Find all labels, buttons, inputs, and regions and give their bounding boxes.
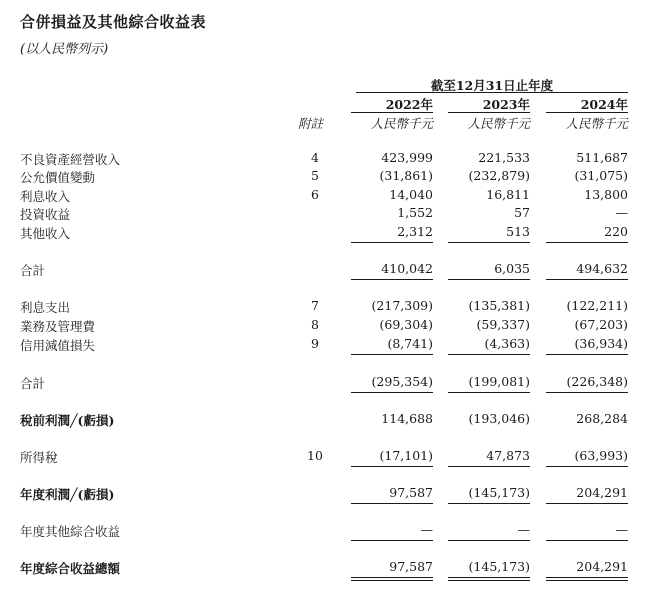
year-divider [448, 112, 530, 113]
subtotal-row [0, 374, 653, 392]
value-2023: 221,533 [478, 150, 530, 165]
row-label: 信用減值損失 [20, 338, 96, 353]
value-2023: — [517, 522, 530, 537]
value-2022: 410,042 [381, 261, 433, 276]
value-2024: 13,800 [584, 187, 628, 202]
subtotal-rule [351, 279, 433, 280]
subtotal-rule [448, 503, 530, 504]
unit-label: 人民幣千元 [565, 116, 628, 131]
profit-for-year-row [0, 485, 653, 503]
value-2023: (145,173) [468, 559, 530, 574]
value-2023: (4,363) [484, 336, 530, 351]
value-2023: (199,081) [468, 374, 530, 389]
value-2024: 204,291 [576, 559, 628, 574]
subtotal-rule [546, 466, 628, 467]
subtotal-rule [351, 466, 433, 467]
value-2024: 204,291 [576, 485, 628, 500]
value-2022: 114,688 [381, 411, 433, 426]
subtotal-rule [546, 503, 628, 504]
row-label: 公允價值變動 [20, 170, 96, 185]
double-rule-top [448, 577, 530, 578]
subtotal-rule [546, 392, 628, 393]
statement-title: 合併損益及其他綜合收益表 [20, 13, 207, 31]
value-2024: (36,934) [574, 336, 628, 351]
subtotal-rule [448, 466, 530, 467]
subtotal-rule [448, 540, 530, 541]
subtotal-rule [546, 540, 628, 541]
double-rule-bottom [448, 580, 530, 581]
row-label: 合計 [20, 263, 46, 278]
year-header-2023: 2023年 [482, 97, 530, 112]
table-row [0, 205, 653, 223]
row-label: 利息收入 [20, 189, 71, 204]
row-label: 利息支出 [20, 300, 71, 315]
note-ref: 10 [307, 448, 323, 463]
value-2022: (8,741) [387, 336, 433, 351]
profit-before-tax-row [0, 411, 653, 429]
subtotal-rule [448, 354, 530, 355]
value-2024: 220 [604, 224, 628, 239]
double-rule-bottom [546, 580, 628, 581]
year-header-2022: 2022年 [385, 97, 433, 112]
table-row [0, 168, 653, 186]
value-2024: 494,632 [576, 261, 628, 276]
value-2024: (67,203) [574, 317, 628, 332]
note-ref: 7 [311, 298, 319, 313]
value-2022: (69,304) [379, 317, 433, 332]
row-label: 其他收入 [20, 226, 71, 241]
total-comprehensive-income-row [0, 559, 653, 577]
double-rule-top [351, 577, 433, 578]
value-2022: (295,354) [371, 374, 433, 389]
row-label: 稅前利潤╱(虧損) [20, 413, 115, 428]
subtotal-rule [448, 242, 530, 243]
note-ref: 9 [311, 336, 319, 351]
subtotal-rule [351, 392, 433, 393]
value-2022: — [420, 522, 433, 537]
note-ref: 8 [311, 317, 319, 332]
year-divider [351, 112, 433, 113]
row-label: 不良資產經營收入 [20, 152, 121, 167]
period-header: 截至12月31日止年度 [430, 78, 554, 93]
note-ref: 6 [311, 187, 319, 202]
value-2024: 268,284 [576, 411, 628, 426]
subtotal-rule [448, 392, 530, 393]
value-2022: 14,040 [389, 187, 433, 202]
value-2023: 6,035 [494, 261, 530, 276]
double-rule-bottom [351, 580, 433, 581]
table-row [0, 298, 653, 316]
value-2024: — [615, 522, 628, 537]
value-2023: (145,173) [468, 485, 530, 500]
table-row [0, 187, 653, 205]
subtotal-rule [448, 279, 530, 280]
value-2023: 47,873 [486, 448, 530, 463]
table-row [0, 336, 653, 354]
double-rule-top [546, 577, 628, 578]
note-ref: 5 [311, 168, 319, 183]
value-2022: (17,101) [379, 448, 433, 463]
row-label: 投資收益 [20, 207, 71, 222]
value-2023: (193,046) [468, 411, 530, 426]
subtotal-rule [546, 279, 628, 280]
row-label: 年度綜合收益總額 [20, 561, 121, 576]
value-2022: (217,309) [371, 298, 433, 313]
value-2022: 97,587 [389, 559, 433, 574]
value-2024: — [615, 205, 628, 220]
currency-note: (以人民幣列示) [20, 42, 109, 57]
value-2022: (31,861) [379, 168, 433, 183]
row-label: 業務及管理費 [20, 319, 96, 334]
notes-column-header: 附註 [298, 116, 324, 131]
value-2024: (31,075) [574, 168, 628, 183]
unit-label: 人民幣千元 [467, 116, 530, 131]
subtotal-rule [351, 354, 433, 355]
value-2023: 16,811 [486, 187, 530, 202]
value-2024: (63,993) [574, 448, 628, 463]
subtotal-rule [351, 503, 433, 504]
value-2022: 423,999 [381, 150, 433, 165]
value-2024: (122,211) [566, 298, 628, 313]
subtotal-row [0, 261, 653, 279]
subtotal-rule [546, 354, 628, 355]
subtotal-rule [351, 242, 433, 243]
value-2023: (232,879) [468, 168, 530, 183]
subtotal-rule [351, 540, 433, 541]
year-header-2024: 2024年 [580, 97, 628, 112]
value-2023: (59,337) [476, 317, 530, 332]
table-row [0, 522, 653, 540]
row-label: 年度利潤╱(虧損) [20, 487, 115, 502]
table-row [0, 150, 653, 168]
row-label: 所得稅 [20, 450, 58, 465]
value-2024: 511,687 [576, 150, 628, 165]
table-row [0, 317, 653, 335]
row-label: 合計 [20, 376, 46, 391]
table-row [0, 448, 653, 466]
value-2023: 513 [506, 224, 530, 239]
subtotal-rule [546, 242, 628, 243]
value-2022: 97,587 [389, 485, 433, 500]
row-label: 年度其他綜合收益 [20, 524, 121, 539]
value-2024: (226,348) [566, 374, 628, 389]
value-2023: 57 [514, 205, 530, 220]
value-2022: 1,552 [397, 205, 433, 220]
period-divider [356, 92, 628, 93]
table-row [0, 224, 653, 242]
note-ref: 4 [311, 150, 319, 165]
value-2023: (135,381) [468, 298, 530, 313]
year-divider [546, 112, 628, 113]
unit-label: 人民幣千元 [370, 116, 433, 131]
value-2022: 2,312 [397, 224, 433, 239]
